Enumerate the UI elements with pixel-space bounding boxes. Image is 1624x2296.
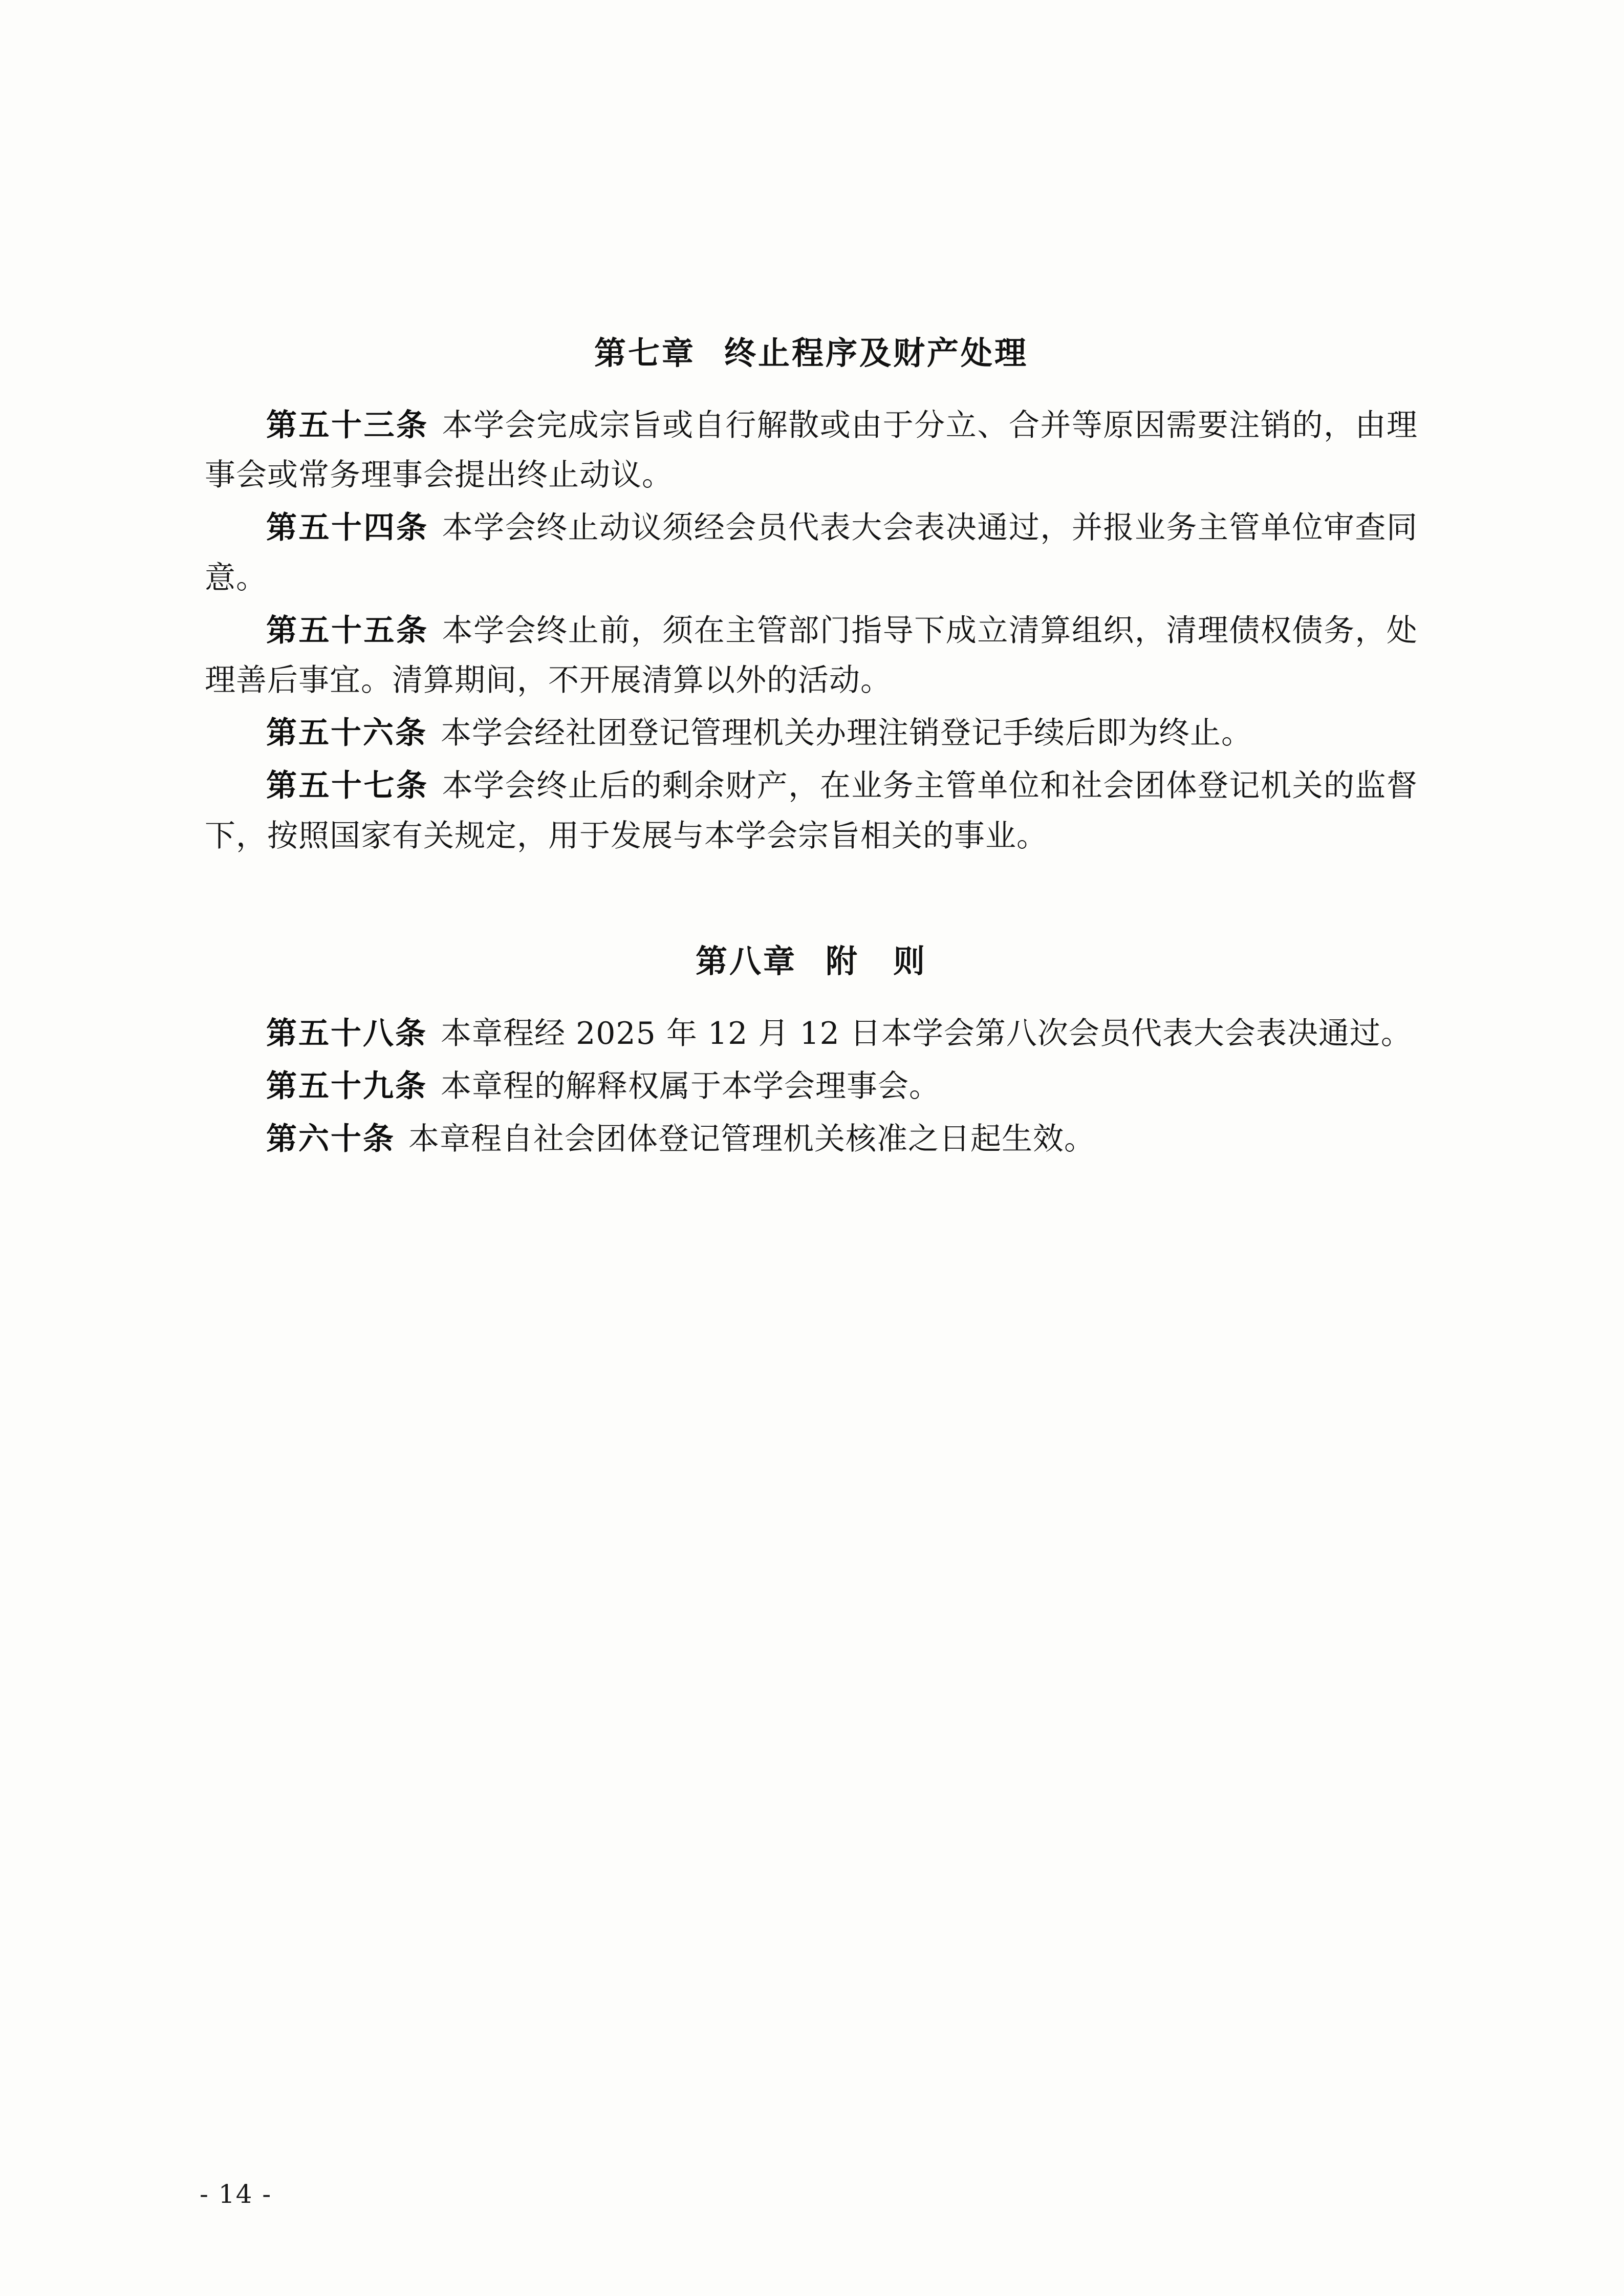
article-57 [205,761,1418,861]
article-58 [205,1009,1418,1059]
article-54-label: 第五十四条 [266,510,429,546]
article-60-label: 第六十条 [266,1121,395,1157]
article-54 [205,503,1418,603]
article-55 [205,606,1418,705]
article-53 [205,401,1418,500]
chapter-heading-8 [205,936,1418,981]
chapter-8-title: 附 则 [826,942,927,980]
page-number: - 14 - [200,2179,272,2209]
article-59-label: 第五十九条 [266,1068,427,1104]
article-60 [205,1114,1418,1164]
article-56-text: 本学会经社团登记管理机关办理注销登记手续后即为终止。 [441,715,1252,752]
chapter-7-title: 终止程序及财产处理 [724,334,1029,372]
chapter-heading-7 [205,328,1418,373]
chapter-7-prefix: 第七章 [594,334,696,372]
article-57-text: 本学会终止后的剩余财产，在业务主管单位和社会团体登记机关的监督下，按照国家有关规定，用于发展与本学会宗旨相关的事业。 [205,768,1418,854]
article-57-label: 第五十七条 [266,768,429,804]
section-spacer [205,864,1418,936]
article-53-label: 第五十三条 [266,407,429,443]
chapter-8-prefix: 第八章 [695,942,797,980]
article-58-text: 本章程经 2025 年 12 月 12 日本学会第八次会员代表大会表决通过。 [441,1015,1412,1052]
article-54-text: 本学会终止动议须经会员代表大会表决通过，并报业务主管单位审查同意。 [205,510,1418,596]
article-56-label: 第五十六条 [266,715,427,752]
article-55-text: 本学会终止前，须在主管部门指导下成立清算组织，清理债权债务，处理善后事宜。清算期间，不开展清算以外的活动。 [205,612,1418,698]
article-59 [205,1062,1418,1111]
article-55-label: 第五十五条 [266,612,429,649]
article-60-text: 本章程自社会团体登记管理机关核准之日起生效。 [408,1121,1095,1157]
article-59-text: 本章程的解释权属于本学会理事会。 [441,1068,940,1104]
article-56 [205,709,1418,758]
article-53-text: 本学会完成宗旨或自行解散或由于分立、合并等原因需要注销的，由理事会或常务理事会提出终止动议。 [205,407,1418,493]
document-body [205,328,1418,1167]
article-58-label: 第五十八条 [266,1015,427,1052]
